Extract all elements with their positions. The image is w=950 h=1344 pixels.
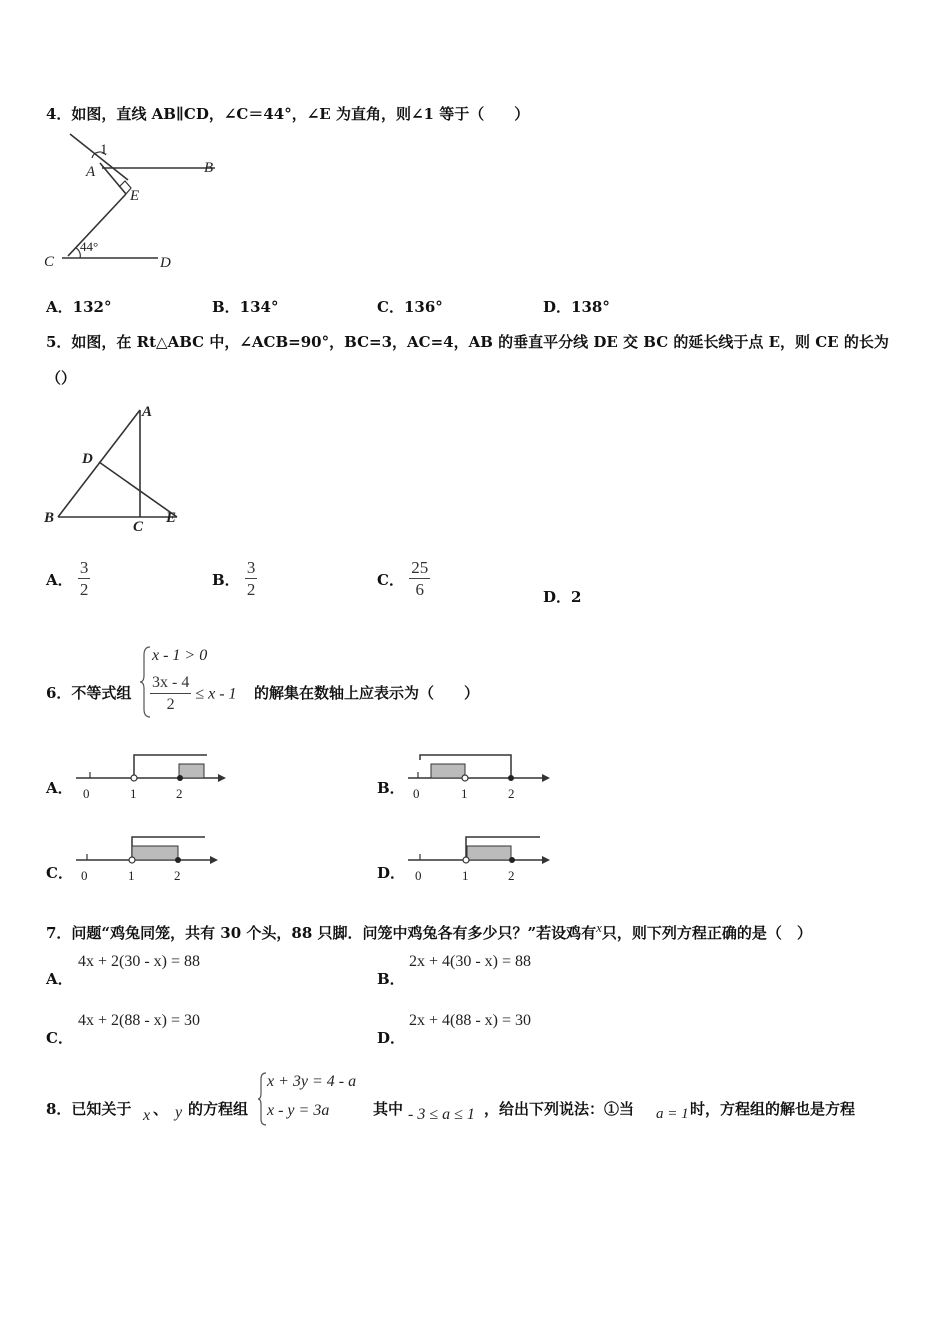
svg-text:2: 2 — [176, 786, 183, 801]
q8-stem-where: 其中 — [373, 1100, 404, 1118]
q5-label-b: B — [44, 510, 55, 526]
q5-option-c-label: C． — [377, 571, 404, 589]
q7-option-a-equation: 4x + 2(30 - x) = 88 — [78, 953, 201, 970]
q6-option-b[interactable]: B． — [377, 779, 405, 797]
q6-numberline-a — [72, 750, 232, 810]
q5-option-a[interactable] — [46, 558, 90, 601]
q8-stem-end: 时，方程组的解也是方程 — [690, 1100, 856, 1118]
q4-label-angle: 44° — [80, 239, 99, 254]
q6-numberline-b — [404, 750, 564, 810]
question-8-stem-pre: 8．已知关于 — [46, 1100, 132, 1118]
q8-range: - 3 ≤ a ≤ 1 — [408, 1106, 475, 1123]
q4-option-b[interactable]: B．134° — [212, 298, 279, 316]
q8-stem-mid: 的方程组 — [188, 1100, 249, 1118]
q6-option-a[interactable]: A． — [46, 779, 73, 797]
q5-option-a-label: A． — [46, 571, 73, 589]
q6-option-c[interactable]: C． — [46, 864, 73, 882]
q4-option-d[interactable]: D．138° — [543, 298, 610, 316]
svg-text:1: 1 — [130, 786, 137, 801]
question-6-stem-post: 的解集在数轴上应表示为（ ） — [254, 684, 480, 702]
question-4-stem: 4．如图，直线 AB∥CD，∠C＝44°，∠E 为直角，则∠1 等于（ ） — [46, 105, 530, 123]
svg-text:0: 0 — [83, 786, 90, 801]
svg-text:2: 2 — [508, 868, 515, 883]
q6-numberline-c — [72, 832, 232, 892]
q5-option-d-label: D． — [543, 588, 572, 606]
q7-option-d-label[interactable]: D． — [377, 1029, 406, 1047]
q5-option-c-fraction: $\frac{25}{6}$ — [411, 558, 429, 599]
q5-option-b-fraction: $\frac{3}{2}$ — [246, 558, 256, 599]
q7-option-b-label[interactable]: B． — [377, 970, 405, 988]
svg-text:1: 1 — [462, 868, 469, 883]
q5-figure — [40, 402, 190, 535]
q4-label-a: A — [86, 164, 96, 180]
q7-option-c-label[interactable]: C． — [46, 1029, 73, 1047]
q5-label-e: E — [166, 510, 177, 526]
q5-label-a: A — [142, 404, 153, 420]
svg-text:2: 2 — [174, 868, 181, 883]
q4-figure — [40, 128, 260, 288]
q8-separator: 、 — [153, 1100, 169, 1118]
q4-option-a[interactable]: A．132° — [46, 298, 112, 316]
question-7-stem: 7．问题“鸡兔同笼，共有 30 个头，88 只脚．问笼中鸡兔各有多少只？”若设鸡有x只，则下列方程正确的是（ ） — [46, 920, 812, 942]
q7-option-a-label[interactable]: A． — [46, 970, 73, 988]
svg-text:0: 0 — [413, 786, 420, 801]
q8-system-line2: x - y = 3a — [267, 1102, 330, 1119]
svg-text:0: 0 — [81, 868, 88, 883]
q8-var-y: y — [175, 1104, 183, 1121]
question-5-stem-cont: （） — [46, 369, 77, 387]
q4-label-one: 1 — [100, 142, 108, 158]
q6-option-d[interactable]: D． — [377, 864, 406, 882]
q6-system-line1: x - 1 > 0 — [152, 647, 208, 664]
q4-label-c: C — [44, 254, 55, 270]
q5-option-b-label: B． — [212, 571, 240, 589]
svg-text:1: 1 — [461, 786, 468, 801]
q4-label-e: E — [130, 188, 140, 204]
svg-text:0: 0 — [415, 868, 422, 883]
q8-stem-after: ，给出下列说法：①当 — [484, 1100, 635, 1118]
q7-option-c-equation: 4x + 2(88 - x) = 30 — [78, 1012, 201, 1029]
q6-numberline-d — [404, 832, 564, 892]
q5-option-d[interactable] — [543, 586, 581, 607]
svg-text:1: 1 — [128, 868, 135, 883]
q4-label-d: D — [160, 255, 171, 271]
q5-option-a-fraction: $\frac{3}{2}$ — [79, 558, 89, 599]
q4-label-b: B — [204, 160, 214, 176]
q5-label-c: C — [133, 519, 144, 535]
q5-option-d-value: 2 — [571, 588, 582, 606]
q5-option-c[interactable] — [377, 558, 430, 601]
q8-condition: a = 1 — [656, 1106, 689, 1122]
q4-option-c[interactable]: C．136° — [377, 298, 443, 316]
q6-system-line2: $\frac{3x - 4}{2}$ ≤ x - 1 — [152, 674, 237, 713]
q7-option-b-equation: 2x + 4(30 - x) = 88 — [409, 953, 532, 970]
svg-text:2: 2 — [508, 786, 515, 801]
q7-option-d-equation: 2x + 4(88 - x) = 30 — [409, 1012, 532, 1029]
q8-system-line1: x + 3y = 4 - a — [267, 1073, 357, 1090]
question-5-stem: 5．如图，在 Rt△ABC 中，∠ACB=90°，BC=3，AC=4，AB 的垂直平分线 DE 交 BC 的延长线于点 E，则 CE 的长为 — [46, 333, 889, 351]
q5-label-d: D — [82, 451, 93, 467]
question-6-stem-pre: 6．不等式组 — [46, 684, 132, 702]
q5-option-b[interactable] — [212, 558, 257, 601]
q8-var-x: x — [143, 1107, 151, 1124]
